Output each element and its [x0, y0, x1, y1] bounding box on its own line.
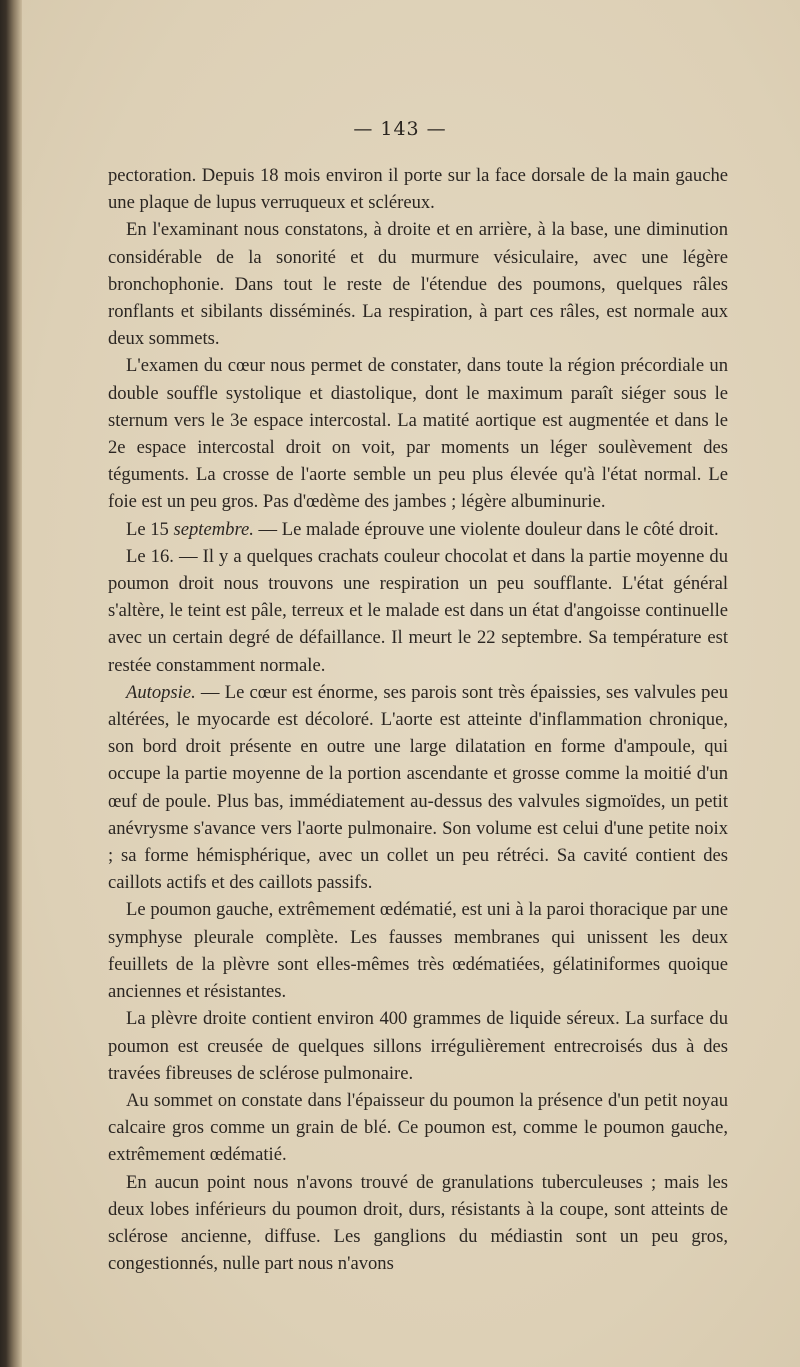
paragraph-4: Le 15 septembre. — Le malade éprouve une violente douleur dans le côté droit.	[126, 518, 719, 540]
paragraph-8: La plèvre droite contient environ 400 grammes de liquide séreux. La surface du poumon est creusée de quelques sillons irrégulièrement entrecroisés dus à des travées fibreuses de sclérose pulmonaire.	[108, 1008, 728, 1084]
paragraph-5: Le 16. — Il y a quelques crachats couleur chocolat et dans la partie moyenne du poumon droit nous trouvons une respiration un peu soufflante. L'état général s'altère, le teint est pâle, terreux et le malade est dans un état d'angoisse continuelle avec un certain degré de défaillance. Il meurt le 22 septembre. Sa température est restée constamment normale.	[108, 545, 728, 676]
paragraph-9: Au sommet on constate dans l'épaisseur du poumon la présence d'un petit noyau calcaire gros comme un grain de blé. Ce poumon est, comme le poumon gauche, extrêmement œdématié.	[108, 1089, 728, 1166]
page-number: — 143 —	[353, 118, 447, 140]
paragraph-2: En l'examinant nous constatons, à droite et en arrière, à la base, une diminution considérable de la sonorité et du murmure vésiculaire, avec une légère bronchophonie. Dans tout le reste de l'étendue des poumons, quelques râles ronflants et sibilants disséminés. La respiration, à part ces râles, est normale aux deux sommets.	[108, 219, 728, 350]
paragraph-1: pectoration. Depuis 18 mois environ il porte sur la face dorsale de la main gauche une plaque de lupus verruqueux et scléreux.	[108, 165, 728, 214]
paragraph-7: Le poumon gauche, extrêmement œdématié, est uni à la paroi thoracique par une symphyse pleurale complète. Les fausses membranes qui unissent les deux feuillets de la plèvre sont elles-mêmes très œdématiées, gélatiniformes quoique anciennes et résistantes.	[108, 899, 728, 1003]
paragraph-6: Autopsie. — Le cœur est énorme, ses parois sont très épaissies, ses valvules peu altérées, le myocarde est décoloré. L'aorte est atteinte d'inflammation chronique, son bord droit présente en outre une large dilatation en forme d'ampoule, qui occupe la partie moyenne de la portion ascendante et grosse comme la moitié d'un œuf de poule. Plus bas, immédiatement au-dessus des valvules sigmoïdes, un petit anévrysme s'avance vers l'aorte pulmonaire. Son volume est celui d'une petite noix ; sa forme hémisphérique, avec un collet un peu rétréci. Sa cavité contient des caillots actifs et des caillots passifs.	[108, 681, 728, 894]
body-text	[108, 162, 728, 1277]
paragraph-3: L'examen du cœur nous permet de constater, dans toute la région précordiale un double souffle systolique et diastolique, dont le maximum paraît siéger sous le sternum vers le 3e espace intercostal. La matité aortique est augmentée et dans le 2e espace intercostal droit on voit, par moments un léger soulèvement des téguments. La crosse de l'aorte semble un peu plus élevée qu'à l'état normal. Le foie est un peu gros. Pas d'œdème des jambes ; légère albuminurie.	[108, 355, 728, 513]
paragraph-10: En aucun point nous n'avons trouvé de granulations tuberculeuses ; mais les deux lobes inférieurs du poumon droit, durs, résistants à la coupe, sont atteints de sclérose ancienne, diffuse. Les ganglions du médiastin sont un peu gros, congestionnés, nulle part nous n'avons	[108, 1171, 728, 1275]
